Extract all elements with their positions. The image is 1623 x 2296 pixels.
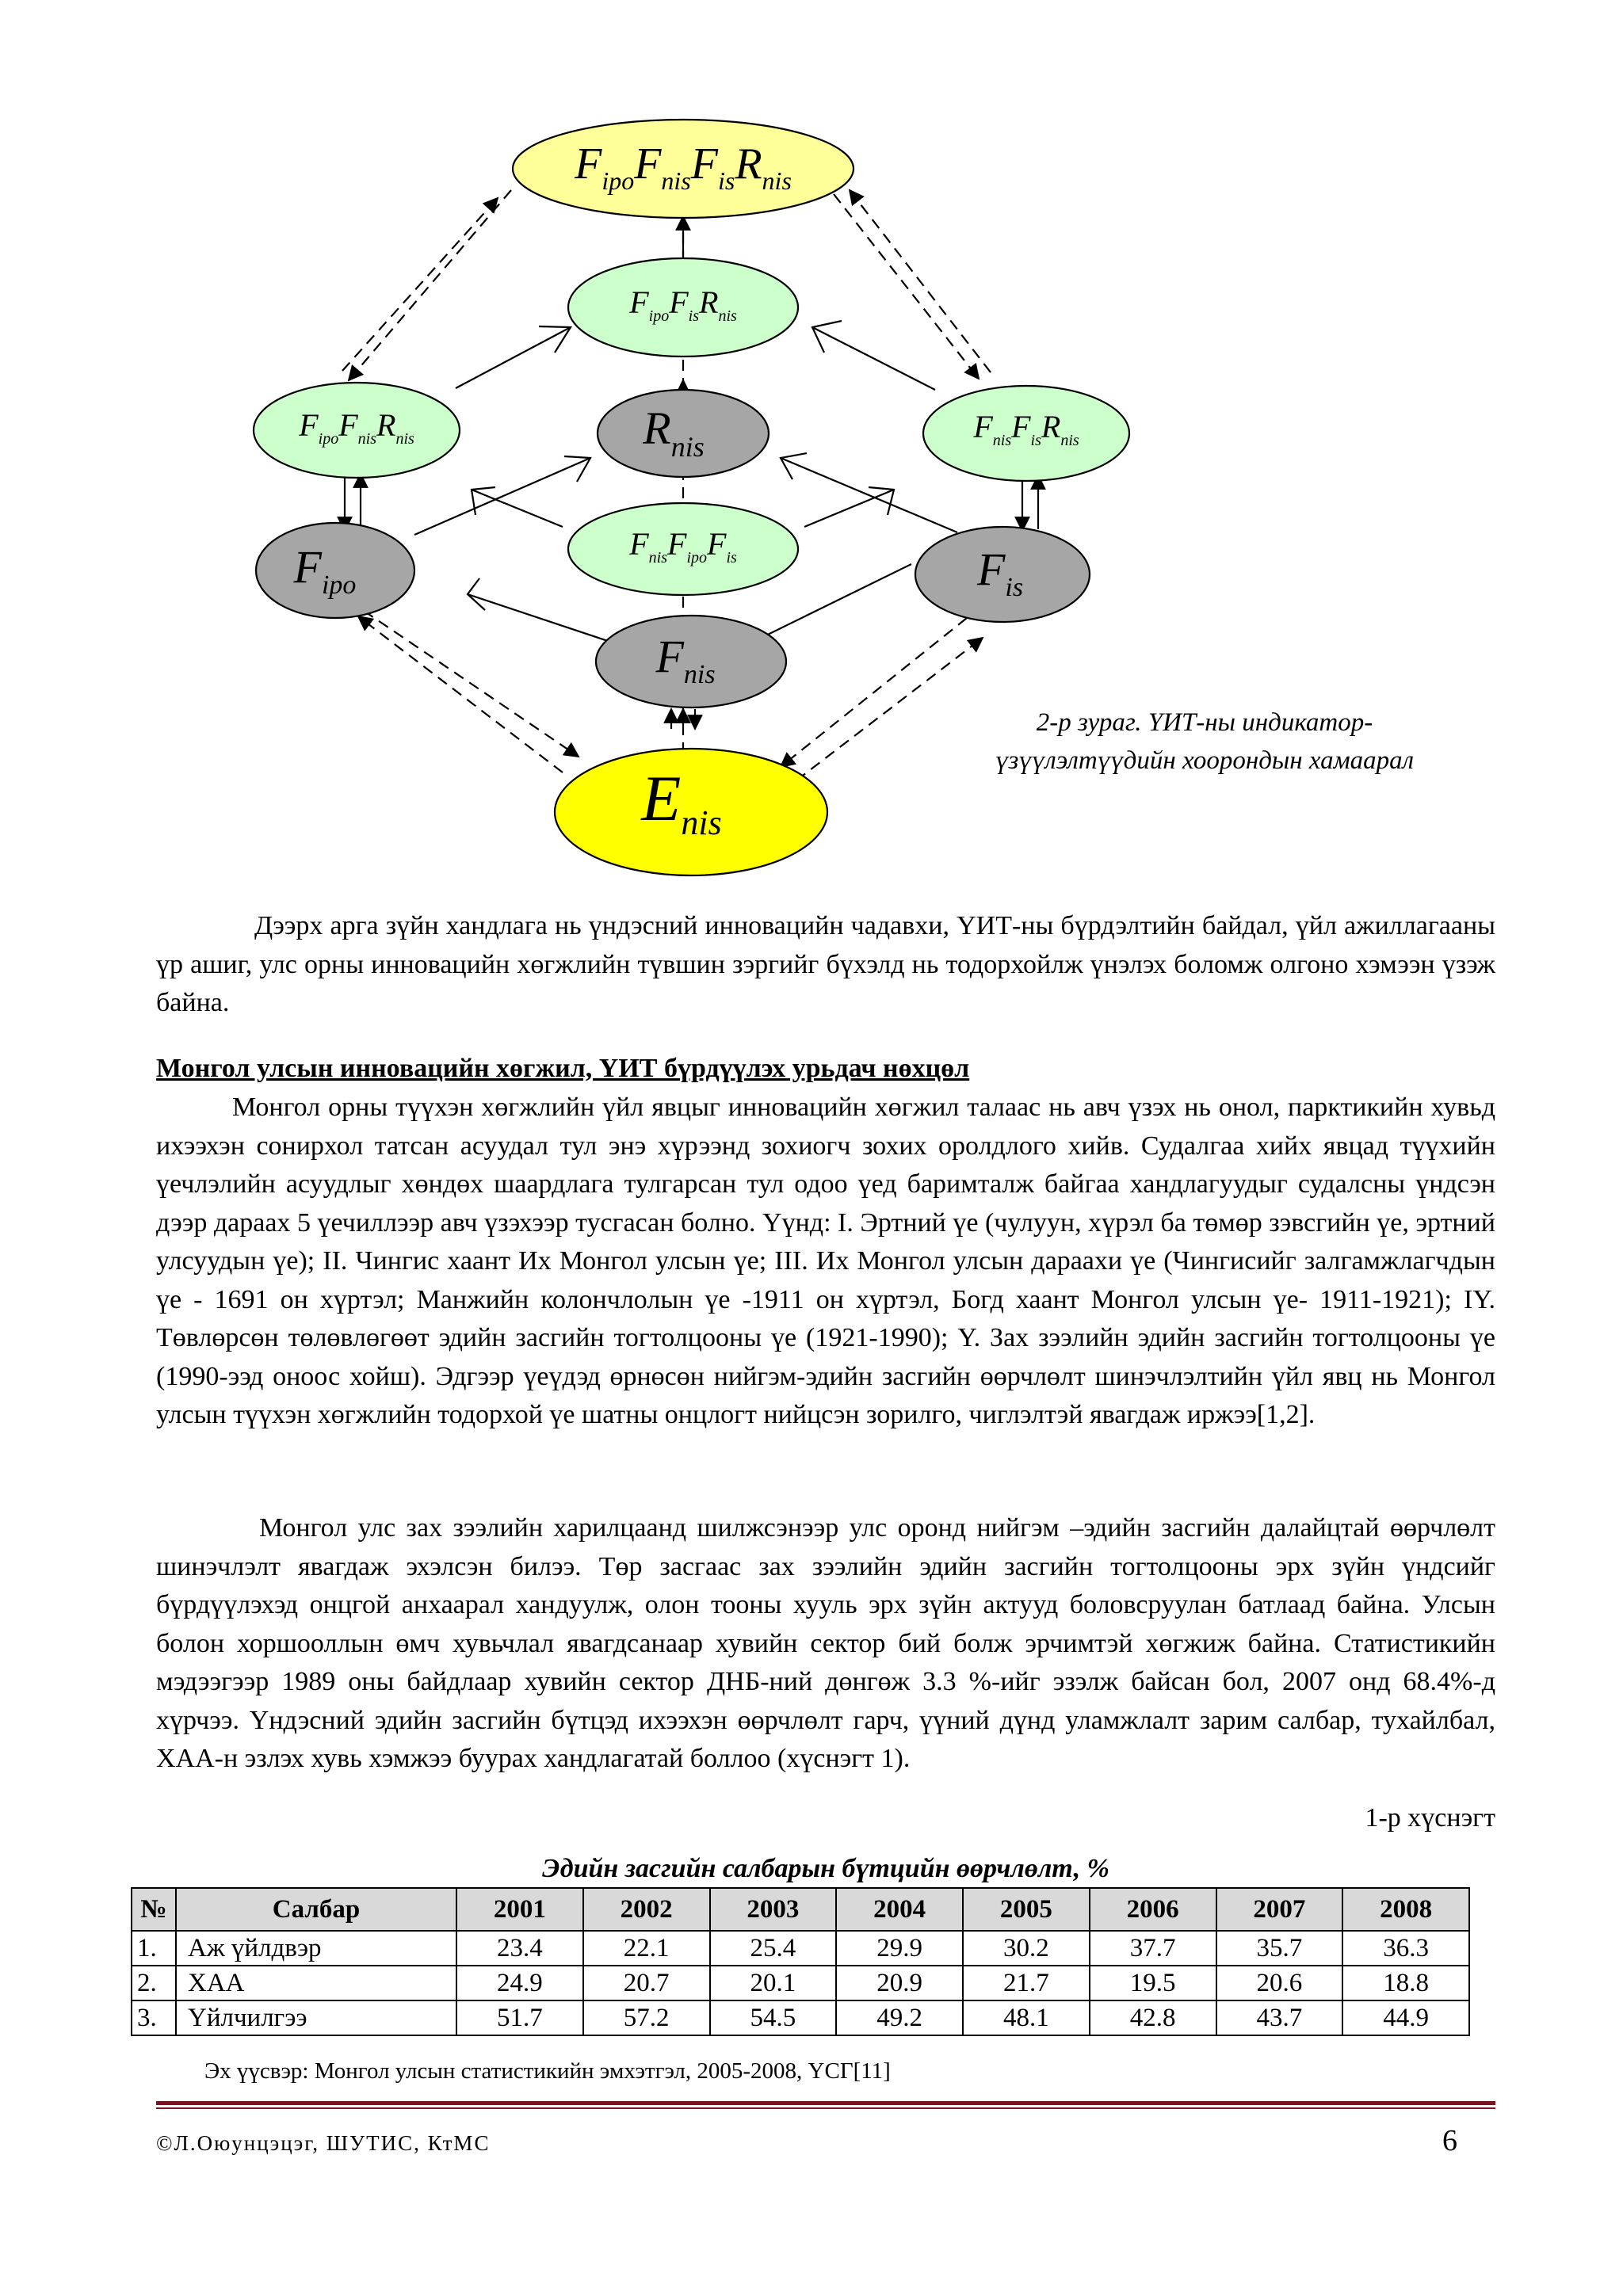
table-row: [132, 2000, 1469, 2035]
label-right-mid: $F_{nis}F_{is}R_{nis}$: [973, 409, 1079, 449]
label-fipo: $F_{ipo}$: [293, 541, 357, 600]
paragraph-1: [156, 907, 1495, 1023]
table-cell: 44.9: [1342, 2000, 1469, 2035]
label-center-r: $R_{nis}$: [643, 402, 705, 463]
table-cell: 57.2: [583, 2000, 710, 2035]
col-header-2005: 2005: [963, 1888, 1090, 1931]
table-cell: 49.2: [836, 2000, 963, 2035]
table-cell: 22.1: [583, 1931, 710, 1966]
table-cell: 20.6: [1216, 1966, 1343, 2000]
table-cell: 37.7: [1090, 1931, 1216, 1966]
col-header-2001: 2001: [456, 1888, 583, 1931]
footer-rule-thin: [156, 2107, 1495, 2109]
table-cell: 19.5: [1090, 1966, 1216, 2000]
paragraph-3-text: Монгол улс зах зээлийн харилцаанд шилжсэнээр улс оронд нийгэм –эдийн засгийн далайцтай өөрчлөлт шинэчлэлт явагдаж эхэлсэн билээ. Төр засгаас зах зээлийн эдийн засгийн тогтолцооны эрх зүйн үндсийг бүрдүүлэхэд онцгой анхаарал хандуулж, олон тооны хууль эрх зүйн актууд боловсруулан батлаад байна. Улсын болон хоршооллын өмч хувьчлал явагдсанаар хувийн сектор бий болж эрчимтэй хөгжиж байна. Статистикийн мэдээгээр 1989 оны байдлаар хувийн сектор ДНБ-ний дөнгөж 3.3 %-ийг эзэлж байсан бол, 2007 онд 68.4%-д хүрчээ. Үндэсний эдийн засгийн бүтцэд ихээхэн өөрчлөлт гарч, үүний дүнд уламжлалт зарим салбар, тухайлбал, ХАА-н эзлэх хувь хэмжээ буурах хандлагатай боллоо (хүснэгт 1).: [156, 1513, 1495, 1773]
table-cell: 29.9: [836, 1931, 963, 1966]
table-cell: 36.3: [1342, 1931, 1469, 1966]
table-cell: 1.: [132, 1931, 176, 1966]
label-top: $F_{ipo}F_{nis}F_{is}R_{nis}$: [575, 139, 792, 195]
table-cell: Үйлчилгээ: [176, 2000, 456, 2035]
table-cell: 20.1: [710, 1966, 837, 2000]
table-row: [132, 1966, 1469, 2000]
table-cell: 43.7: [1216, 2000, 1343, 2035]
col-header-2008: 2008: [1342, 1888, 1469, 1931]
page-number: 6: [1442, 2124, 1457, 2157]
table-cell: 20.7: [583, 1966, 710, 2000]
table-cell: 24.9: [456, 1966, 583, 2000]
table-title: Эдийн засгийн салбарын бүтцийн өөрчлөлт, %: [542, 1854, 1109, 1883]
paragraph-2: [156, 1089, 1495, 1435]
sector-structure-table: [131, 1887, 1470, 2036]
table-cell: 18.8: [1342, 1966, 1469, 2000]
table-cell: 54.5: [710, 2000, 837, 2035]
table-header-row: [132, 1888, 1469, 1931]
table-cell: 21.7: [963, 1966, 1090, 2000]
paragraph-1-text: Дээрх арга зүйн хандлага нь үндэсний инновацийн чадавхи, ҮИТ-ны бүрдэлтийн байдал, үйл ажиллагааны үр ашиг, улс орны инновацийн хөгжлийн түвшин зэргийг бүхэлд нь тодорхойлж үнэлэх боломж олгоно хэмээн үзэж байна.: [156, 911, 1495, 1017]
table-cell: 25.4: [710, 1931, 837, 1966]
col-header-2003: 2003: [710, 1888, 837, 1931]
col-header-2004: 2004: [836, 1888, 963, 1931]
label-enis: $E_{nis}$: [641, 762, 722, 842]
label-fis: $F_{is}$: [976, 543, 1024, 602]
table-source: Эх үүсвэр: Монгол улсын статистикийн эмхэтгэл, 2005-2008, ҮСГ[11]: [204, 2058, 891, 2084]
table-row: [132, 1931, 1469, 1966]
col-header-2006: 2006: [1090, 1888, 1216, 1931]
paragraph-3: [156, 1509, 1495, 1779]
col-header-sector: Салбар: [176, 1888, 456, 1931]
table-cell: Аж үйлдвэр: [176, 1931, 456, 1966]
table-cell: 42.8: [1090, 2000, 1216, 2035]
table-cell: ХАА: [176, 1966, 456, 2000]
table-cell: 2.: [132, 1966, 176, 2000]
table-cell: 35.7: [1216, 1931, 1343, 1966]
label-upper-mid: $F_{ipo}F_{is}R_{nis}$: [629, 284, 737, 325]
col-header-2002: 2002: [583, 1888, 710, 1931]
table-cell: 30.2: [963, 1931, 1090, 1966]
col-header-number: №: [132, 1888, 176, 1931]
table-cell: 3.: [132, 2000, 176, 2035]
label-left-mid: $F_{ipo}F_{nis}R_{nis}$: [299, 407, 414, 448]
section-heading: Монгол улсын инновацийн хөгжил, ҮИТ бүрдүүлэх урьдач нөхцөл: [156, 1054, 970, 1083]
footer-rule: [156, 2101, 1495, 2105]
table-cell: 20.9: [836, 1966, 963, 2000]
table-cell: 48.1: [963, 2000, 1090, 2035]
label-fnis: $F_{nis}$: [655, 631, 716, 689]
label-center-f: $F_{nis}F_{ipo}F_{is}$: [629, 526, 737, 566]
figure-caption: [896, 704, 1514, 780]
table-cell: 23.4: [456, 1931, 583, 1966]
table-cell: 51.7: [456, 2000, 583, 2035]
figure-caption-line2: үзүүлэлтүүдийн хоорондын хамаарал: [995, 746, 1415, 775]
table-number: 1-р хүснэгт: [1365, 1803, 1495, 1833]
figure-caption-line1: 2-р зураг. ҮИТ-ны индикатор-: [1036, 708, 1373, 737]
col-header-2007: 2007: [1216, 1888, 1343, 1931]
footer-author: ©Л.Оюунцэцэг, ШУТИС, КтМС: [156, 2131, 491, 2155]
paragraph-2-text: Монгол орны түүхэн хөгжлийн үйл явцыг инновацийн хөгжил талаас нь авч үзэх нь онол, парктикийн хувьд ихээхэн сонирхол татсан асуудал тул энэ хүрээнд зохиогч зохих оролдлого хийв. Судалгаа хийх явцад түүхийн үечлэлийн асуудлыг хөндөх шаардлага тулгарсан тул одоо үед баримталж байгаа хандлагуудыг судалсны үндсэн дээр дараах 5 үечиллээр авч үзэхээр тусгасан болно. Үүнд: I. Эртний үе (чулуун, хүрэл ба төмөр зэвсгийн үе, эртний улсуудын үе); II. Чингис хаант Их Монгол улсын үе; III. Их Монгол улсын дараахи үе (Чингисийг залгамжлагчдын үе - 1691 он хүртэл; Манжийн колончлолын үе -1911 он хүртэл, Богд хаант Монгол улсын үе- 1911-1921); IY. Төвлөрсөн төлөвлөгөөт эдийн засгийн тогтолцооны үе (1921-1990); Y. Зах зээлийн эдийн засгийн тогтолцооны үе (1990-ээд оноос хойш). Эдгээр үеүдэд өрнөсөн нийгэм-эдийн засгийн өөрчлөлт шинэчлэлтийн үйл явц нь Монгол улсын түүхэн хөгжлийн тодорхой үе шатны онцлогт нийцсэн зорилго, чиглэлтэй явагдаж иржээ[1,2].: [156, 1093, 1495, 1429]
